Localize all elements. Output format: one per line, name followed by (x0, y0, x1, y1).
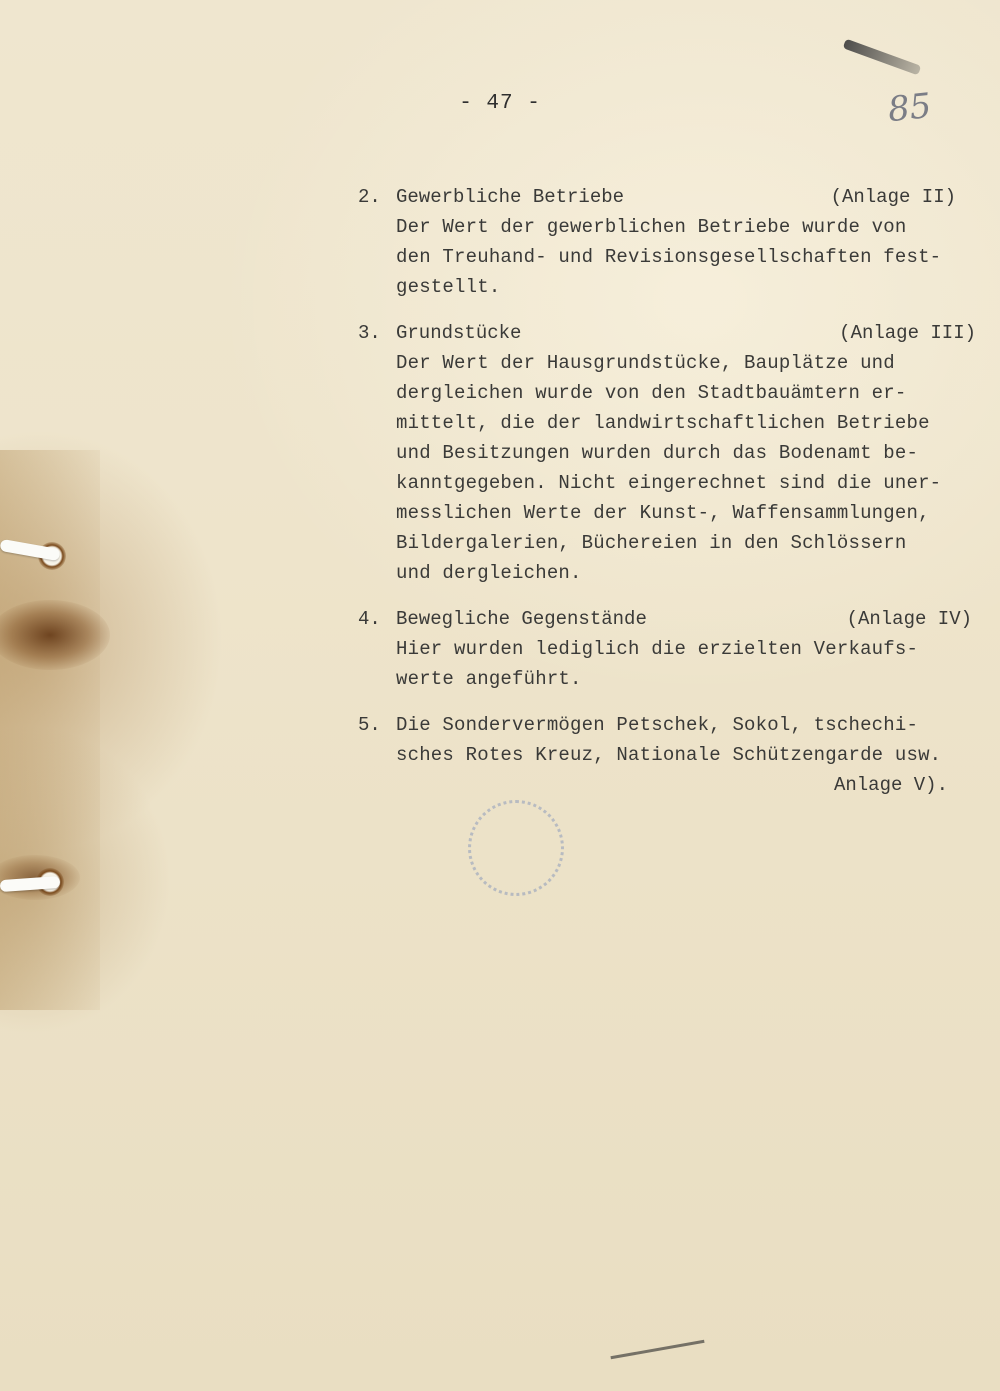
item-annex: (Anlage IV) (846, 608, 972, 630)
item-list (358, 182, 978, 816)
item-text-line: und Besitzungen wurden durch das Bodenamt be- (396, 442, 919, 464)
item-annex: (Anlage II) (830, 186, 956, 208)
item-annex: Anlage V). (833, 774, 948, 796)
list-item (358, 182, 978, 302)
item-heading: Bewegliche Gegenstände (396, 608, 647, 630)
item-body (396, 604, 978, 694)
handwritten-folio-number: 85 (886, 85, 934, 131)
binding-edge-stain (0, 450, 100, 1010)
pen-stroke-bottom (610, 1340, 704, 1359)
item-text-line: mittelt, die der landwirtschaftlichen Betriebe (396, 412, 930, 434)
item-text-line: werte angeführt. (396, 668, 582, 690)
item-text-line: Bildergalerien, Büchereien in den Schlössern (396, 532, 907, 554)
list-item (358, 318, 978, 588)
item-text-line: und dergleichen. (396, 562, 582, 584)
item-text-line: gestellt. (396, 276, 501, 298)
item-number: 3. (358, 322, 381, 344)
list-item (358, 710, 978, 800)
item-number: 2. (358, 186, 381, 208)
item-number: 4. (358, 608, 381, 630)
item-text-line: sches Rotes Kreuz, Nationale Schützengarde usw. (396, 744, 942, 766)
item-text-line: Hier wurden lediglich die erzielten Verkaufs- (396, 638, 919, 660)
list-item (358, 604, 978, 694)
item-text-line: Der Wert der Hausgrundstücke, Bauplätze und (396, 352, 895, 374)
item-heading: Gewerbliche Betriebe (396, 186, 625, 208)
item-heading-row (396, 604, 978, 634)
item-text-line: den Treuhand- und Revisionsgesellschaften fest- (396, 246, 942, 268)
page-number: - 47 - (459, 92, 541, 115)
item-text-line: Die Sondervermögen Petschek, Sokol, tschechi- (396, 714, 919, 736)
item-number: 5. (358, 714, 381, 736)
pen-stroke-mark (843, 39, 922, 76)
item-text-line: Der Wert der gewerblichen Betriebe wurde von (396, 216, 907, 238)
item-text-line: messlichen Werte der Kunst-, Waffensammlungen, (396, 502, 930, 524)
item-heading-row (396, 182, 978, 212)
item-heading-row (396, 318, 978, 348)
item-body (396, 182, 978, 302)
item-body (396, 710, 978, 800)
item-annex: (Anlage III) (839, 322, 976, 344)
item-text-line: dergleichen wurde von den Stadtbauämtern er- (396, 382, 907, 404)
item-body (396, 318, 978, 588)
item-heading: Grundstücke (396, 322, 522, 344)
item-text-line: kanntgegeben. Nicht eingerechnet sind die uner- (396, 472, 942, 494)
